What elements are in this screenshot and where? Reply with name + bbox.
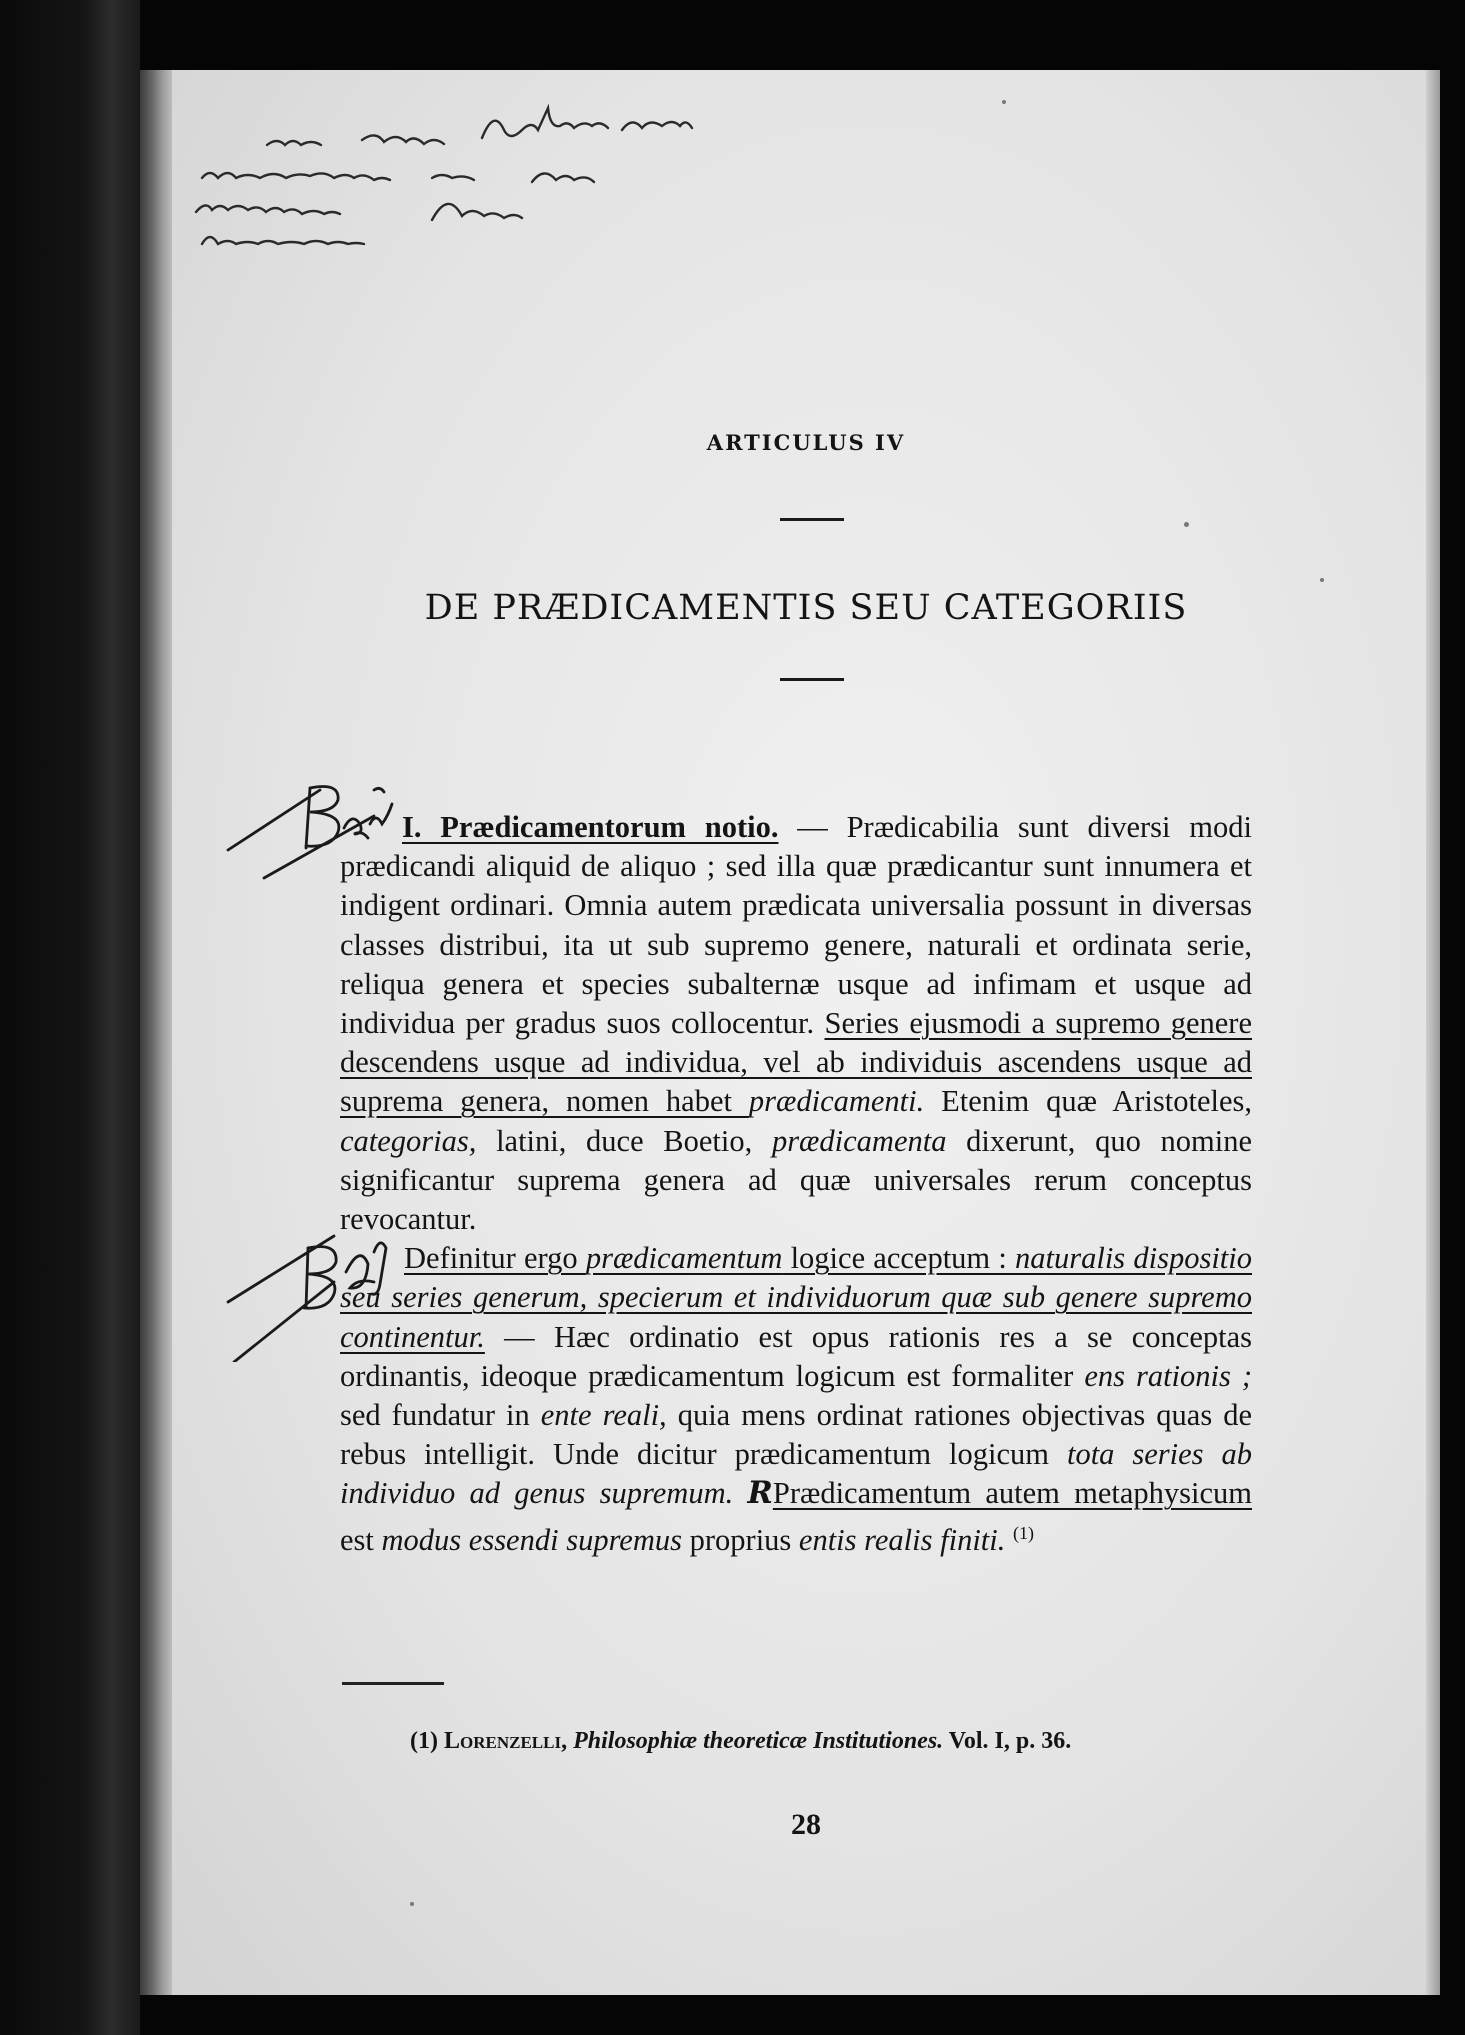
handwritten-note	[182, 90, 822, 270]
p2-run: est	[340, 1522, 382, 1557]
footnote-title: Philosophiæ theoreticæ Institutiones.	[573, 1728, 944, 1754]
p2-run-italic: tota series ab individuo ad genus supremum.	[340, 1437, 1252, 1511]
p1-run-italic: prædicamenta	[771, 1123, 947, 1158]
p1-run-italic: categorias,	[340, 1123, 477, 1158]
p2-run-underlined: Prædicamentum autem metaphysicum	[772, 1476, 1253, 1511]
page-binding	[140, 70, 172, 1995]
p2-run-underlined: Definitur ergo	[404, 1241, 586, 1276]
paragraph-2	[340, 1239, 1252, 1560]
section-title: DE PRÆDICAMENTIS SEU CATEGORIIS	[424, 588, 1188, 628]
title-rule-bottom	[780, 678, 844, 681]
article-label: ARTICULUS IV	[706, 430, 906, 455]
p2-run: sed fundatur in	[340, 1398, 541, 1433]
p1-run-italic: prædicamenti.	[748, 1084, 925, 1119]
p1-run: — Prædicabilia sunt diversi modi prædicandi aliquid de aliquo ; sed illa quæ prædicantur sunt innumera et indigent ordinari. Omnia autem prædicata universalia possunt in diversas classes distribui, ita ut sub supremo genere, naturali et ordinata serie, reliqua genera et species subalternæ usque ad infimam et usque ad individua per gradus suos collocentur.	[340, 810, 1252, 1041]
dust-speck	[1184, 522, 1189, 527]
p2-run-italic: ens rationis ;	[1084, 1358, 1252, 1393]
p1-run: dixerunt, quo nomine significantur suprema genera ad quæ universales rerum conceptus revocantur.	[340, 1123, 1252, 1237]
scanned-page	[172, 70, 1440, 1995]
page-edge	[1426, 70, 1440, 1995]
p1-run-underlined: Series ejusmodi a supremo genere descendens usque ad individua, vel ab individuis ascendens usque ad suprema genera, nomen habet	[340, 1006, 1252, 1119]
film-border	[0, 0, 140, 2035]
footnote-marker: (1)	[410, 1728, 438, 1754]
page-number: 28	[791, 1808, 821, 1841]
p2-run: quia mens ordinat rationes objectivas quas de rebus intelligit. Unde dicitur prædicamentum logicum	[340, 1398, 1252, 1472]
p2-run: — Hæc ordinatio est opus rationis res a se conceptas ordinantis, ideoque prædicamentum logicum est formaliter	[340, 1319, 1252, 1393]
p2-run-underlined: logice acceptum :	[782, 1241, 1016, 1276]
footnote-ref: Vol. I, p. 36.	[948, 1728, 1072, 1754]
footnote-ref: (1)	[1013, 1522, 1034, 1543]
definition-text: naturalis dispositio seu series generum, specierum et individuorum quæ sub genere supremo continentur.	[340, 1241, 1253, 1354]
title-rule-top	[780, 518, 844, 521]
footnote-author: Lorenzelli,	[443, 1728, 568, 1754]
p1-run: Etenim quæ Aristoteles,	[924, 1084, 1252, 1119]
p2-run-italic: modus essendi supremus	[381, 1522, 682, 1557]
p2-run	[733, 1476, 747, 1510]
p2-run-italic-underlined: prædicamentum	[585, 1241, 783, 1276]
handwritten-r-mark: R	[747, 1475, 773, 1512]
paragraph-1	[340, 808, 1252, 1239]
dust-speck	[1002, 100, 1006, 104]
body-text	[340, 808, 1252, 1560]
footnote-rule	[342, 1682, 444, 1685]
footnote	[410, 1728, 1260, 1755]
p2-run: proprius	[682, 1522, 799, 1557]
subsection-heading: I. Prædicamentorum notio.	[402, 810, 779, 844]
dust-speck	[1320, 578, 1324, 582]
p2-run-italic: entis realis finiti.	[798, 1522, 1006, 1557]
p1-run: latini, duce Boetio,	[476, 1123, 772, 1158]
p2-run-italic: ente reali,	[540, 1398, 667, 1433]
dust-speck	[410, 1902, 414, 1906]
p2-run	[1005, 1523, 1013, 1557]
